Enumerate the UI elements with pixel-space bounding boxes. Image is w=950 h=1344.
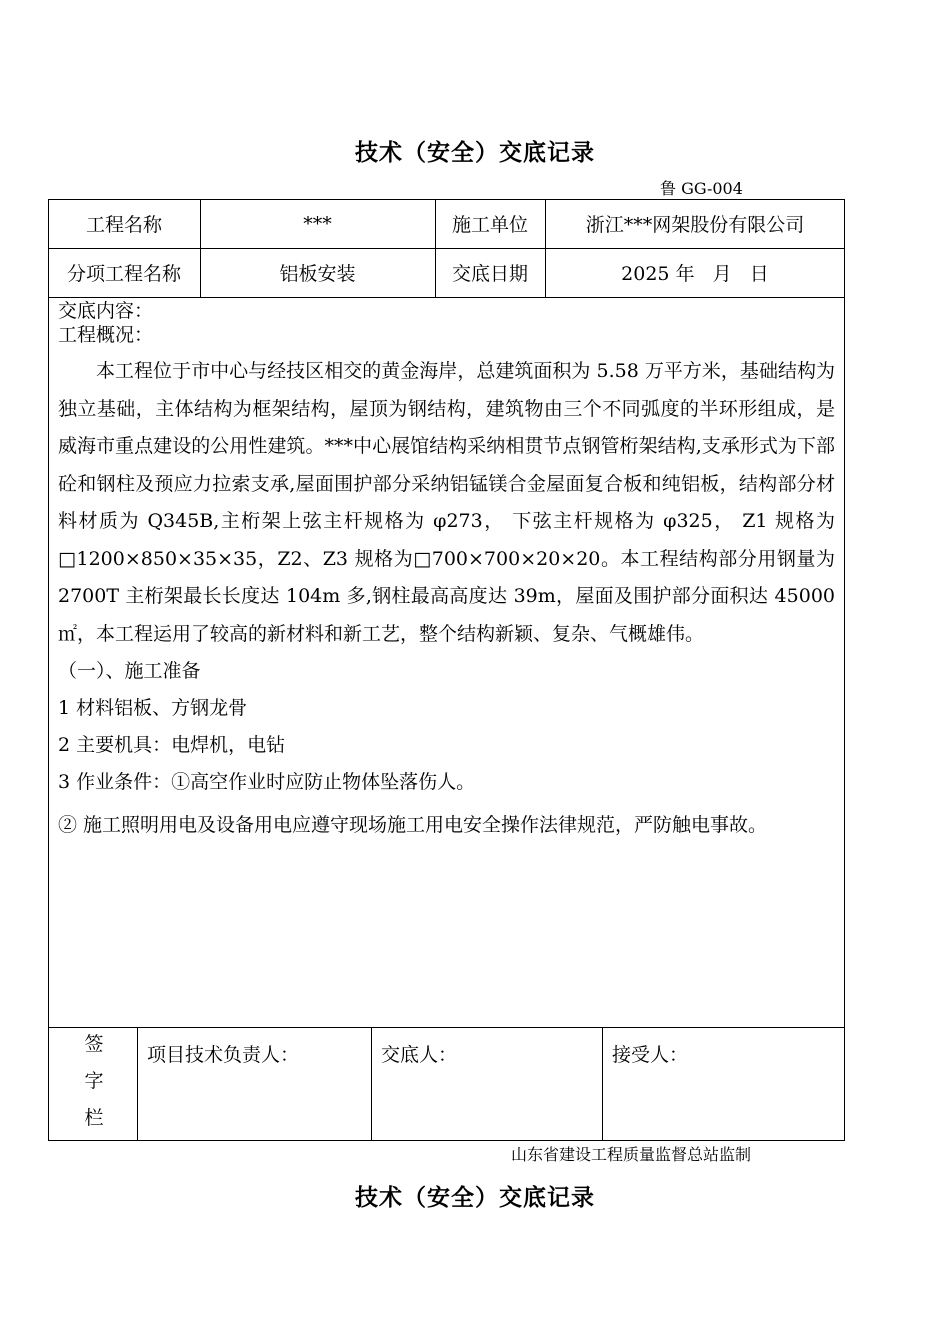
sig-divider-1 [137,1027,138,1141]
content-heading: 交底内容： [58,300,154,322]
date-value: 2025 年 月 日 [621,263,769,285]
subitem-value: 铝板安装 [279,263,356,285]
receiver-signature-field: 接受人： [612,1044,689,1066]
tech-lead-signature-field: 项目技术负责人： [147,1044,300,1066]
row-divider-2 [48,297,845,298]
briefing-content [58,299,835,844]
list-item: ② 施工照明用电及设备用电应遵守现场施工用电安全操作法律规范，严防触电事故。 [58,814,768,836]
sig-char: 栏 [84,1107,104,1129]
project-name-value: *** [303,212,332,235]
document-number: 鲁 GG-004 [660,179,743,198]
date-label: 交底日期 [451,263,528,285]
issuer-footer: 山东省建设工程质量监督总站监制 [511,1145,752,1164]
sig-divider-2 [371,1027,372,1141]
signature-column-label [74,1026,114,1137]
contractor-label: 施工单位 [451,214,528,236]
section-heading: （一）、施工准备 [58,660,201,682]
page-title: 技术（安全）交底记录 [355,140,595,166]
contractor-value: 浙江***网架股份有限公司 [585,214,805,236]
row-divider-3 [48,1027,845,1028]
subitem-label: 分项工程名称 [66,263,181,285]
list-item: 2 主要机具：电焊机，电钻 [58,734,286,756]
next-page-title: 技术（安全）交底记录 [355,1185,595,1211]
overview-heading: 工程概况： [58,324,154,346]
sig-divider-3 [602,1027,603,1141]
list-item: 1 材料铝板、方钢龙骨 [58,697,248,719]
presenter-signature-field: 交底人： [381,1044,458,1066]
sig-char: 字 [84,1070,104,1092]
project-name-label: 工程名称 [85,214,162,236]
sig-char: 签 [84,1033,104,1055]
list-item: 3 作业条件：①高空作业时应防止物体坠落伤人。 [58,771,476,793]
overview-paragraph: 本工程位于市中心与经技区相交的黄金海岸，总建筑面积为 5.58 万平方米，基础结构为独立基础，主体结构为框架结构，屋顶为钢结构，建筑物由三个不同弧度的半环形组成，是威海市重点建设的公用性建筑。***中心展馆结构采纳相贯节点钢管桁架结构,支承形式为下部砼和钢柱及预应力拉索支承,屋面围护部分采纳铝锰镁合金屋面复合板和纯铝板，结构部分材料材质为 Q345B,主桁架上弦主杆规格为 φ273， 下弦主杆规格为 φ325， Z1 规格为□1200×850×35×35，Z2、Z3 规格为□700×700×20×20。本工程结构部分用钢量为 2700T 主桁架最长长度达 104m 多,钢柱最高高度达 39m，屋面及围护部分面积达 45000㎡，本工程运用了较高的新材料和新工艺，整个结构新颖、复杂、气概雄伟。 [58,360,835,645]
